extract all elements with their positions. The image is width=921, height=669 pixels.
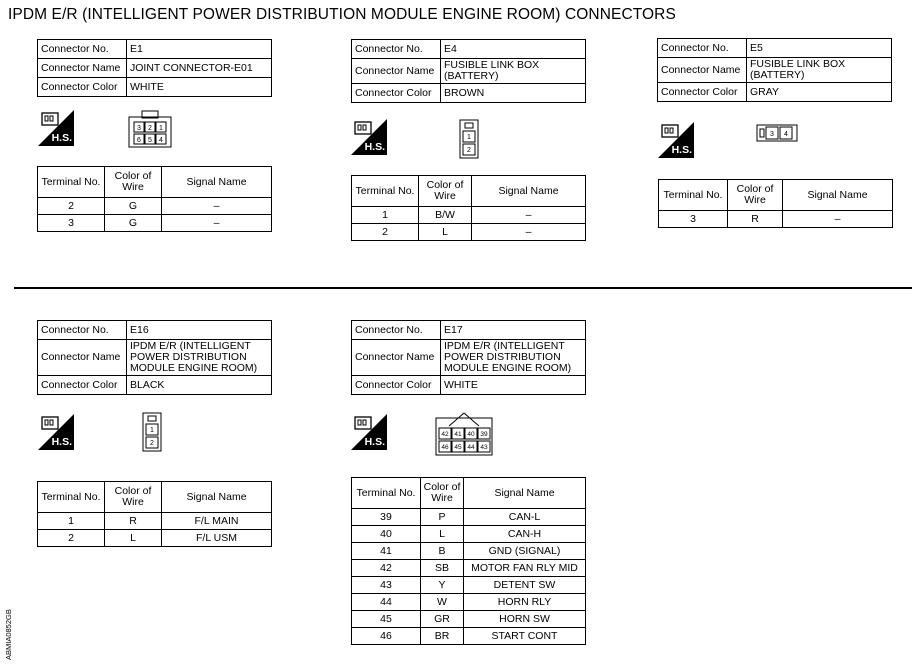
- pin-label: 6: [137, 137, 141, 144]
- connector-color-label: Connector Color: [38, 78, 127, 97]
- wire-color-header: Color of Wire: [421, 478, 464, 509]
- connector-e4-face: [459, 119, 479, 164]
- page-title: IPDM E/R (INTELLIGENT POWER DISTRIBUTION MODULE ENGINE ROOM) CONNECTORS: [8, 6, 676, 23]
- harness-side-icon: H.S.: [38, 110, 74, 146]
- connector-e4-terminals: [351, 175, 586, 241]
- table-row: 2 L F/L USM: [38, 530, 272, 547]
- connector-no-label: Connector No.: [38, 321, 127, 340]
- connector-e4-info: [351, 39, 586, 103]
- terminal-no-header: Terminal No.: [659, 180, 728, 211]
- connector-name-value: FUSIBLE LINK BOX (BATTERY): [441, 59, 586, 84]
- table-row: 1 R F/L MAIN: [38, 513, 272, 530]
- connector-name-label: Connector Name: [352, 340, 441, 376]
- pin-label: 41: [454, 431, 462, 438]
- harness-side-icon: H.S.: [38, 414, 74, 450]
- connector-name-label: Connector Name: [352, 59, 441, 84]
- pin-label: 2: [150, 440, 154, 447]
- signal-name-header: Signal Name: [464, 478, 586, 509]
- connector-name-value: IPDM E/R (INTELLIGENT POWER DISTRIBUTION MODULE ENGINE ROOM): [127, 340, 272, 376]
- connector-no-label: Connector No.: [658, 39, 747, 58]
- pin-label: 1: [150, 427, 154, 434]
- connector-no-value: E5: [747, 39, 892, 58]
- connector-e5-face: [756, 124, 798, 147]
- pin-label: 3: [770, 131, 774, 138]
- connector-e5-terminals: [658, 179, 893, 228]
- table-row: 41 B GND (SIGNAL): [352, 543, 586, 560]
- signal-name-header: Signal Name: [783, 180, 893, 211]
- connector-no-value: E4: [441, 40, 586, 59]
- connector-name-value: FUSIBLE LINK BOX (BATTERY): [747, 58, 892, 83]
- pin-label: 40: [467, 431, 475, 438]
- pin-label: 44: [467, 444, 475, 451]
- connector-e1-terminals: [37, 166, 272, 232]
- connector-name-label: Connector Name: [38, 340, 127, 376]
- connector-color-label: Connector Color: [38, 376, 127, 395]
- pin-label: 1: [159, 125, 163, 132]
- pin-label: 5: [148, 137, 152, 144]
- connector-color-value: BROWN: [441, 84, 586, 103]
- pin-label: 43: [480, 444, 488, 451]
- wire-color-header: Color of Wire: [105, 167, 162, 198]
- connector-name-label: Connector Name: [658, 58, 747, 83]
- connector-no-label: Connector No.: [352, 40, 441, 59]
- harness-side-icon: H.S.: [658, 122, 694, 158]
- wire-color-header: Color of Wire: [419, 176, 472, 207]
- pin-label: 46: [441, 444, 449, 451]
- connector-no-label: Connector No.: [38, 40, 127, 59]
- connector-no-value: E17: [441, 321, 586, 340]
- pin-label: 42: [441, 431, 449, 438]
- section-divider: [14, 287, 912, 289]
- terminal-no-header: Terminal No.: [352, 176, 419, 207]
- pin-label: 4: [784, 131, 788, 138]
- table-row: 42 SB MOTOR FAN RLY MID: [352, 560, 586, 577]
- pin-label: 2: [148, 125, 152, 132]
- table-row: 3 G –: [38, 215, 272, 232]
- terminal-no-header: Terminal No.: [352, 478, 421, 509]
- connector-color-label: Connector Color: [658, 83, 747, 102]
- pin-label: 1: [467, 134, 471, 141]
- terminal-no-header: Terminal No.: [38, 167, 105, 198]
- wire-color-header: Color of Wire: [728, 180, 783, 211]
- pin-label: 39: [480, 431, 488, 438]
- figure-id: ABMIA0852GB: [4, 609, 13, 660]
- connector-e16-terminals: [37, 481, 272, 547]
- connector-name-value: JOINT CONNECTOR-E01: [127, 59, 272, 78]
- connector-e1-info: [37, 39, 272, 97]
- connector-no-value: E16: [127, 321, 272, 340]
- connector-name-value: IPDM E/R (INTELLIGENT POWER DISTRIBUTION MODULE ENGINE ROOM): [441, 340, 586, 376]
- signal-name-header: Signal Name: [162, 167, 272, 198]
- connector-color-label: Connector Color: [352, 84, 441, 103]
- harness-side-icon: H.S.: [351, 414, 387, 450]
- table-row: 2 L –: [352, 224, 586, 241]
- connector-e17-face: [435, 410, 493, 461]
- table-row: 40 L CAN-H: [352, 526, 586, 543]
- pin-label: 3: [137, 125, 141, 132]
- harness-side-icon: H.S.: [351, 119, 387, 155]
- connector-color-value: WHITE: [127, 78, 272, 97]
- connector-e17-info: [351, 320, 586, 395]
- terminal-no-header: Terminal No.: [38, 482, 105, 513]
- table-row: 39 P CAN-L: [352, 509, 586, 526]
- table-row: 3 R –: [659, 211, 893, 228]
- signal-name-header: Signal Name: [472, 176, 586, 207]
- connector-e1-face: [128, 110, 172, 153]
- wire-color-header: Color of Wire: [105, 482, 162, 513]
- connector-color-label: Connector Color: [352, 376, 441, 395]
- connector-color-value: GRAY: [747, 83, 892, 102]
- table-row: 2 G –: [38, 198, 272, 215]
- connector-color-value: WHITE: [441, 376, 586, 395]
- pin-label: 2: [467, 147, 471, 154]
- connector-color-value: BLACK: [127, 376, 272, 395]
- table-row: 1 B/W –: [352, 207, 586, 224]
- table-row: 45 GR HORN SW: [352, 611, 586, 628]
- table-row: 43 Y DETENT SW: [352, 577, 586, 594]
- pin-label: 45: [454, 444, 462, 451]
- table-row: 44 W HORN RLY: [352, 594, 586, 611]
- pin-label: 4: [159, 137, 163, 144]
- connector-name-label: Connector Name: [38, 59, 127, 78]
- connector-no-value: E1: [127, 40, 272, 59]
- connector-e17-terminals: [351, 477, 586, 645]
- table-row: 46 BR START CONT: [352, 628, 586, 645]
- connector-e16-face: [142, 412, 162, 457]
- signal-name-header: Signal Name: [162, 482, 272, 513]
- connector-no-label: Connector No.: [352, 321, 441, 340]
- connector-e16-info: [37, 320, 272, 395]
- connector-e5-info: [657, 38, 892, 102]
